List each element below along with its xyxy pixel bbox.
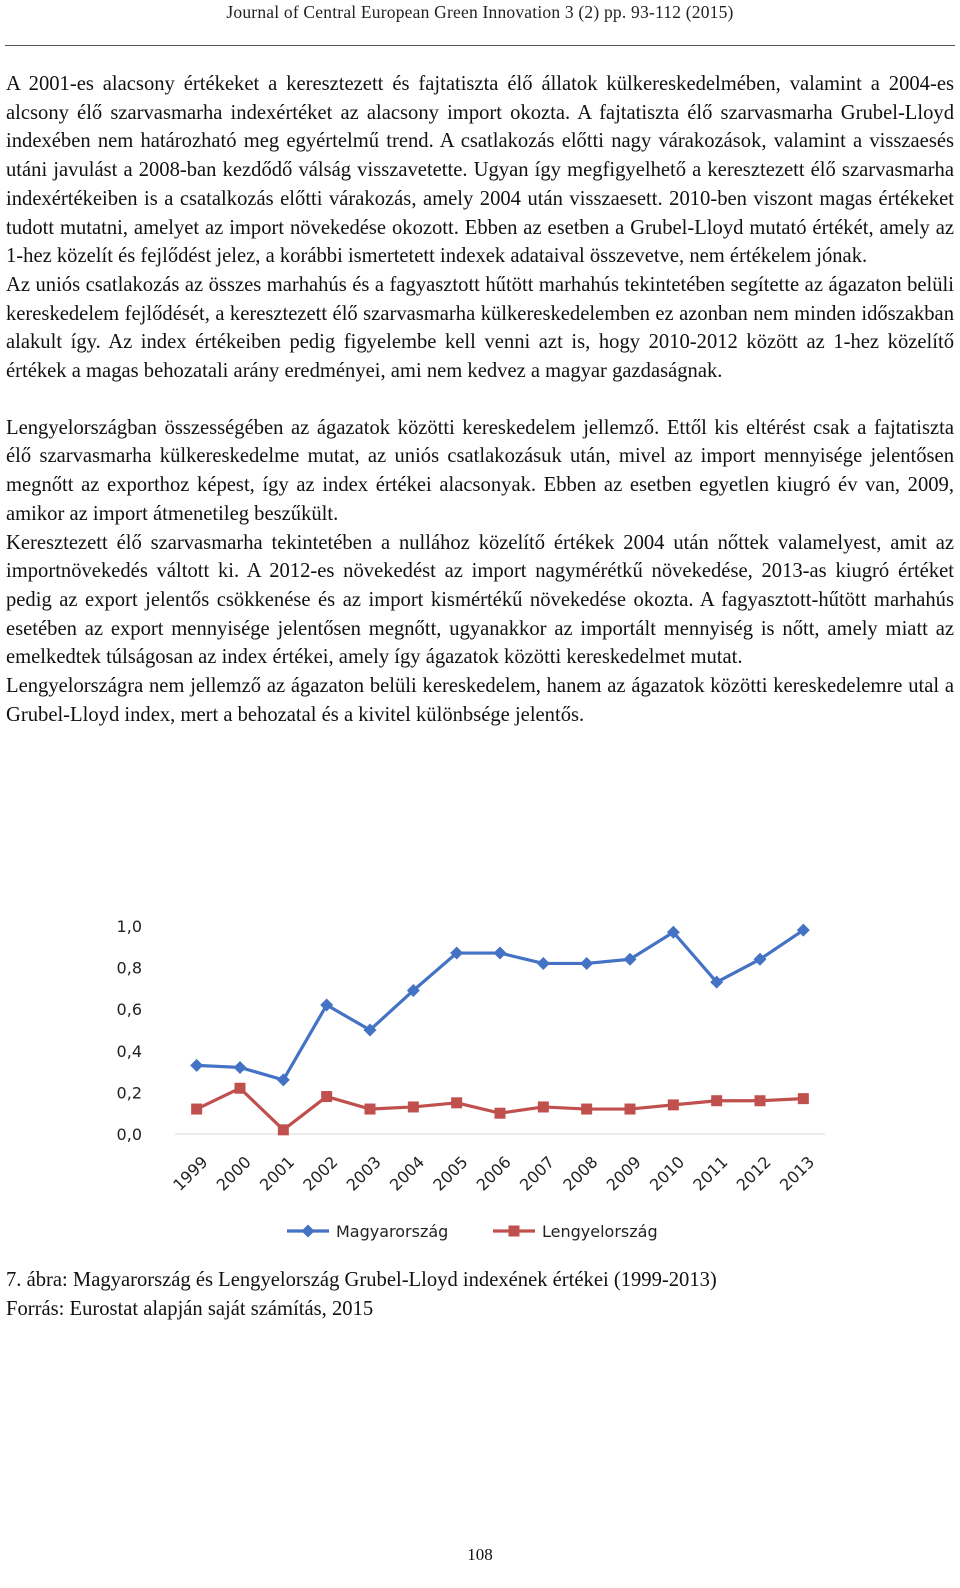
data-point	[494, 947, 507, 960]
data-point	[537, 957, 550, 970]
data-point	[581, 1104, 592, 1115]
header-rule	[5, 45, 955, 46]
caption-source: Forrás: Eurostat alapján saját számítás, 2015	[6, 1298, 374, 1320]
y-tick-label: 0,2	[116, 1083, 142, 1103]
y-tick-label: 0,4	[116, 1041, 142, 1061]
line-chart	[90, 905, 870, 1275]
y-tick-label: 0,0	[116, 1125, 142, 1144]
legend-marker	[302, 1225, 315, 1238]
x-tick-label: 2002	[299, 1152, 342, 1195]
paragraph: Az uniós csatlakozás az összes marhahús és a fagyasztott hűtött marhahús tekintetében segítette az ágazaton belüli kereskedelem fejlődését, a keresztezett élő szarvasmarha külkereskedelemben ez azonban nem minden időszakban alakult így. Az index értékeiben pedig figyelembe kell venni azt is, hogy 2010-2012 között az 1-hez közelítő értékek a magas behozatali arány eredményei, ami nem kedvez a magyar gazdaságnak.	[6, 273, 954, 383]
data-point	[495, 1108, 506, 1119]
x-tick-label: 2000	[212, 1152, 255, 1195]
data-point	[321, 1091, 332, 1102]
x-tick-label: 2007	[515, 1152, 559, 1195]
data-point	[365, 1104, 376, 1115]
x-tick-label: 2010	[645, 1152, 689, 1195]
x-tick-label: 2011	[689, 1152, 732, 1195]
data-point	[278, 1124, 289, 1135]
paragraph: Keresztezett élő szarvasmarha tekintetében a nullához közelítő értékek 2004 után nőttek valamelyest, amit az importnövekedés váltott ki. A 2012-es növekedést az import nagymérétkű növekedése, 2013-as kiugró értéket pedig az export jelentős csökkenése és az import kismértékű növekedése okozta. A fagyasztott-hűtött marhahús esetében az export mennyisége jelentősen megnőtt, ugyanakkor az importált mennyiség is nőtt, amely miatt az emelkedtek túlságosan az index értékei, amely így ágazatok közötti kereskedelmet mutat.	[6, 531, 954, 669]
data-point	[538, 1101, 549, 1112]
y-tick-label: 0,8	[116, 958, 142, 978]
journal-header: Journal of Central European Green Innovation 3 (2) pp. 93-112 (2015)	[226, 2, 734, 22]
x-tick-label: 2013	[775, 1152, 819, 1195]
data-point	[234, 1061, 247, 1074]
data-point	[320, 999, 333, 1012]
data-point	[798, 1093, 809, 1104]
legend-label: Magyarország	[336, 1222, 449, 1241]
x-tick-label: 2009	[602, 1152, 645, 1195]
data-point	[668, 1099, 679, 1110]
data-point	[625, 1104, 636, 1115]
data-point	[235, 1083, 246, 1094]
y-tick-label: 1,0	[116, 917, 142, 936]
y-tick-label: 0,6	[116, 1000, 142, 1020]
x-tick-label: 2008	[559, 1152, 602, 1195]
x-tick-label: 2001	[255, 1152, 299, 1195]
paragraph: Lengyelországban összességében az ágazatok közötti kereskedelem jellemző. Ettől kis eltérést csak a fajtatiszta élő szarvasmarha külkereskedelme mutat, az uniós csatlakozásuk után, mivel az import mennyisége jelentősen megnőtt az exporthoz képest, így az index értékei alacsonyak. Ebben az esetben egyetlen kiugró év van, 2009, amikor az import átmenetileg beszűkült.	[6, 416, 954, 525]
figure-caption	[6, 1266, 717, 1324]
x-tick-label: 2005	[429, 1152, 472, 1195]
data-point	[451, 1097, 462, 1108]
x-tick-label: 2012	[732, 1152, 775, 1195]
paragraph: A 2001-es alacsony értékeket a keresztezett és fajtatiszta élő állatok külkereskedelmében, valamint a 2004-es alcsony élő szarvasmarha indexértéket az alacsony import okozta. A fajtatiszta élő szarvasmarha Grubel-Lloyd indexében nem határozható meg egyértelmű trend. A csatlakozás előtti nagy várakozások, valamint a visszaesés utáni javulást a 2008-ban kezdődő válság visszavetette. Ugyan így megfigyelhető a keresztezett élő szarvasmarha indexértékeiben is a csatalkozás előtti várakozás, amely 2004 után visszaesett. 2010-ben viszont magas értékeket tudott mutatni, amelyet az import növekedése okozott. Ebben az esetben a Grubel-Lloyd mutató értékét, amely az 1-hez közelít és fejlődést jelez, a korábbi ismertetett indexek adataival összevetve, nem értékelem jónak.	[6, 73, 954, 268]
page-number: 108	[467, 1545, 493, 1564]
x-tick-label: 2006	[472, 1152, 515, 1195]
x-tick-label: 1999	[169, 1152, 212, 1195]
data-point	[408, 1101, 419, 1112]
x-tick-label: 2004	[385, 1152, 429, 1195]
data-point	[755, 1095, 766, 1106]
data-point	[190, 1059, 203, 1072]
chart-svg	[90, 905, 870, 1275]
legend-marker	[509, 1226, 520, 1237]
data-point	[191, 1104, 202, 1115]
data-point	[580, 957, 593, 970]
data-point	[711, 1095, 722, 1106]
caption-title: 7. ábra: Magyarország és Lengyelország Grubel-Lloyd indexének értékei (1999-2013)	[6, 1269, 717, 1291]
data-point	[277, 1073, 290, 1086]
legend-label: Lengyelország	[542, 1222, 658, 1241]
x-tick-label: 2003	[342, 1152, 385, 1195]
paragraph: Lengyelországra nem jellemző az ágazaton belüli kereskedelem, hanem az ágazatok közötti kereskedelemre utal a Grubel-Lloyd index, mert a behozatal és a kivitel különbsége jelentős.	[6, 675, 954, 726]
body-text	[6, 70, 954, 729]
